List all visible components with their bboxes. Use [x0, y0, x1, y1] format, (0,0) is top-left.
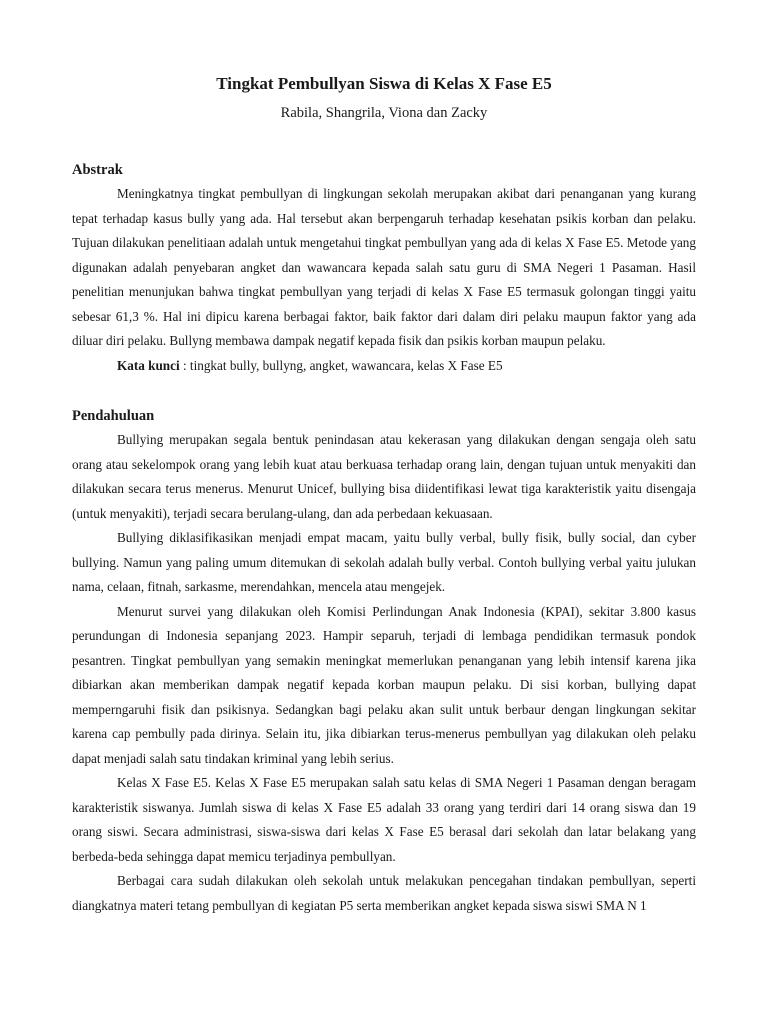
document-authors: Rabila, Shangrila, Viona dan Zacky: [280, 105, 488, 121]
keywords-text: : tingkat bully, bullyng, angket, wawancara, kelas X Fase E5: [179, 357, 503, 373]
introduction-heading: Pendahuluan: [72, 408, 155, 424]
introduction-paragraph: Bullying diklasifikasikan menjadi empat macam, yaitu bully verbal, bully fisik, bully social, dan cyber bullying. Namun yang paling umum ditemukan di sekolah adalah bully verbal. Contoh bullying verbal yaitu julukan nama, celaan, fitnah, sarkasme, merendahkan, mencela atau mengejek.: [72, 530, 696, 594]
introduction-paragraph: Kelas X Fase E5. Kelas X Fase E5 merupakan salah satu kelas di SMA Negeri 1 Pasaman dengan beragam karakteristik siswanya. Jumlah siswa di kelas X Fase E5 adalah 33 orang yang terdiri dari 14 orang siswa dan 19 orang siswi. Secara administrasi, siswa-siswa dari kelas X Fase E5 berasal dari sekolah dan latar belakang yang berbeda-beda sehingga dapat memicu terjadinya pembullyan.: [72, 775, 696, 864]
introduction-paragraph: Menurut survei yang dilakukan oleh Komisi Perlindungan Anak Indonesia (KPAI), sekitar 3.800 kasus perundungan di Indonesia sepanjang 2023. Hampir separuh, terjadi di lembaga pendidikan termasuk pondok pesantren. Tingkat pembullyan yang semakin meningkat memerlukan penanganan yang lebih intensif karena jika dibiarkan akan memberikan dampak negatif kepada korban maupun pelaku. Di sisi korban, bullying dapat memperngaruhi fisik dan psikisnya. Sedangkan bagi pelaku akan sulit untuk berbaur dengan lingkungan sekitar karena cap pembully pada dirinya. Selain itu, jika dibiarkan terus-menerus pembullyan yag dilakukan oleh pelaku dapat menjadi salah satu tindakan kriminal yang lebih serius.: [72, 603, 696, 766]
document-page: [72, 70, 696, 918]
abstract-heading: Abstrak: [72, 162, 123, 178]
introduction-paragraph: Bullying merupakan segala bentuk penindasan atau kekerasan yang dilakukan dengan sengaja oleh satu orang atau sekelompok orang yang lebih kuat atau berkuasa terhadap orang lain, dengan tujuan untuk menyakiti dan dilakukan secara terus menerus. Menurut Unicef, bullying bisa diidentifikasi lewat tiga karakteristik yaitu disengaja (untuk menyakiti), terjadi secara berulang-ulang, dan ada perbedaan kekuasaan.: [72, 432, 696, 521]
introduction-paragraph: Berbagai cara sudah dilakukan oleh sekolah untuk melakukan pencegahan tindakan pembullyan, seperti diangkatnya materi tetang pembullyan di kegiatan P5 serta memberikan angket kepada siswa siswi SMA N 1: [72, 873, 696, 913]
document-title: Tingkat Pembullyan Siswa di Kelas X Fase E5: [216, 74, 552, 93]
keywords-line: [72, 354, 696, 379]
abstract-body: Meningkatnya tingkat pembullyan di lingkungan sekolah merupakan akibat dari penanganan yang kurang tepat terhadap kasus bully yang ada. Hal tersebut akan berpengaruh terhadap kesehatan psikis korban dan pelaku. Tujuan dilakukan penelitiaan adalah untuk mengetahui tingkat pembullyan yang ada di kelas X Fase E5. Metode yang digunakan adalah penyebaran angket dan wawancara kepada salah satu guru di SMA Negeri 1 Pasaman. Hasil penelitian menunjukan bahwa tingkat pembullyan yang terjadi di kelas X Fase E5 termasuk golongan tinggi yaitu sebesar 61,3 %. Hal ini dipicu karena berbagai faktor, baik faktor dari dalam diri pelaku maupun faktor yang ada diluar diri pelaku. Bullyng membawa dampak negatif kepada fisik dan psikis korban maupun pelaku.: [72, 186, 696, 348]
keywords-label: Kata kunci: [117, 357, 180, 373]
